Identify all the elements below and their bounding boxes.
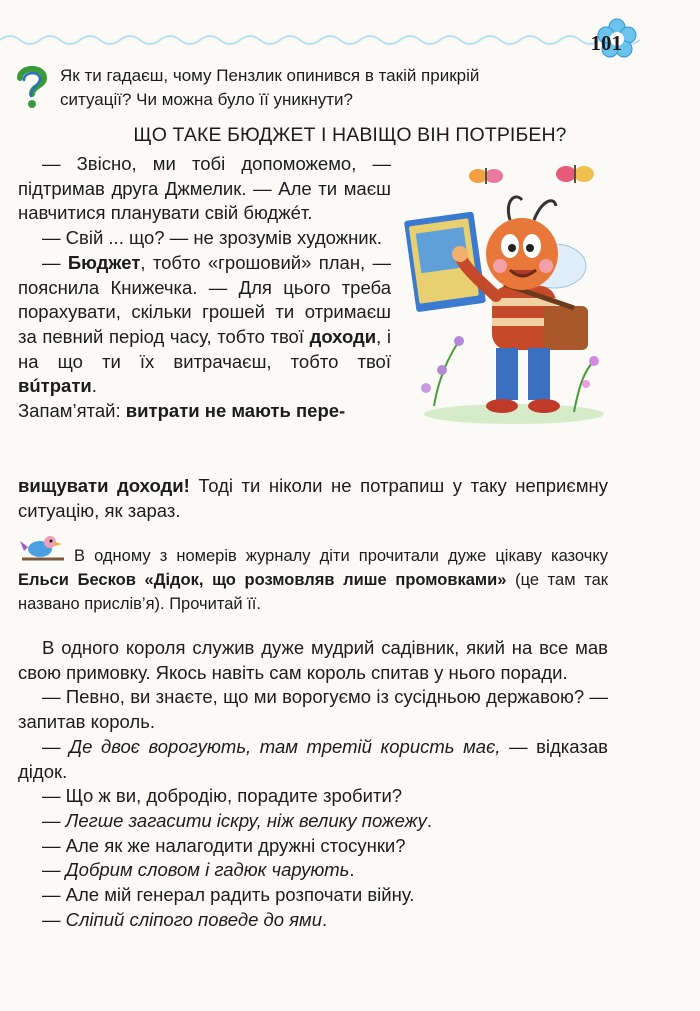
butterfly-icon xyxy=(469,168,503,184)
dialogue-paragraph-3: — Бюджет, тобто «грошовий» план, — пояснила Книжечка. — Для цього треба порахувати, скільки грошей ти отримаєш за певний період часу, тобто твої доходи, і на що ти їх витрачаєш, тобто твої вúтрати. xyxy=(18,251,391,397)
story-paragraph-1: В одного короля служив дуже мудрий садівник, який на все мав свою примовку. Якось навіть сам король спитав у нього поради. xyxy=(18,637,608,683)
dialogue-column xyxy=(18,152,391,424)
rule-start: Запам’ятай: витрати не мають пере- xyxy=(18,400,346,422)
story-paragraph-8: — Але мій генерал радить розпочати війну. xyxy=(42,884,415,906)
story-paragraph-4: — Що ж ви, добродію, порадите зробити? xyxy=(42,785,403,807)
story-paragraph-3: — Де двоє ворогують, там третій користь має, — відказав дідок. xyxy=(18,735,608,782)
story-paragraph-9: — Сліпий сліпого поведе до ями. xyxy=(42,908,328,930)
story-paragraph-2: — Певно, ви знаєте, що ми ворогуємо із сусідньою державою? — запитав король. xyxy=(18,686,608,733)
decorative-wave xyxy=(0,28,640,52)
story-paragraph-6: — Але як же налагодити дружні стосунки? xyxy=(42,834,406,856)
story-paragraph-5: — Легше загасити іскру, ніж велику пожежу. xyxy=(42,809,432,831)
proverb-4: Сліпий сліпого поведе до ями xyxy=(65,908,323,930)
section-heading: ЩО ТАКЕ БЮДЖЕТ І НАВІЩО ВІН ПОТРІБЕН? xyxy=(133,124,567,146)
rule-continuation: вищувати доходи! Тоді ти ніколи не потрапиш у таку неприємну ситуацію, як зараз. xyxy=(18,475,609,521)
term-expenses: вúтрати xyxy=(18,375,92,397)
story-paragraph-7: — Добрим словом і гадюк чарують. xyxy=(42,859,355,881)
dialogue-paragraph-1: — Звісно, ми тобі допоможемо, — підтримав друга Джмелик. — Але ти маєш навчитися планувати свій бюджéт. xyxy=(18,153,391,224)
question-line-1: Як ти гадаєш, чому Пензлик опинився в такій прикрій xyxy=(60,66,480,85)
rule-bold-1: витрати не мають пере- xyxy=(125,400,346,422)
dialogue-paragraph-2: — Свій ... що? — не зрозумів художник. xyxy=(42,227,382,249)
discussion-question xyxy=(60,64,620,112)
term-budget: Бюджет xyxy=(67,251,141,273)
story-text xyxy=(18,636,608,932)
story-author-title: Ельси Бесков «Дідок, що розмовляв лише промовками» xyxy=(18,571,507,589)
reading-task: В одному з номерів журналу діти прочитали дуже цікаву казочку Ельси Бесков «Дідок, що розмовляв лише промовками» (це там так названо прислів’я). Прочитай її. xyxy=(18,547,608,613)
proverb-2: Легше загасити іскру, ніж велику пожежу xyxy=(65,809,427,831)
question-mark-icon xyxy=(14,64,50,110)
proverb-3: Добрим словом і гадюк чарують xyxy=(65,859,350,881)
rule-bold-2: вищувати доходи! xyxy=(18,475,190,496)
bee-character-illustration xyxy=(404,156,610,428)
question-line-2: ситуації? Чи можна було її уникнути? xyxy=(60,90,353,109)
page-number: 101 xyxy=(590,31,622,55)
proverb-1: Де двоє ворогують, там третій користь має, xyxy=(69,735,501,757)
term-income: доходи xyxy=(309,325,377,347)
